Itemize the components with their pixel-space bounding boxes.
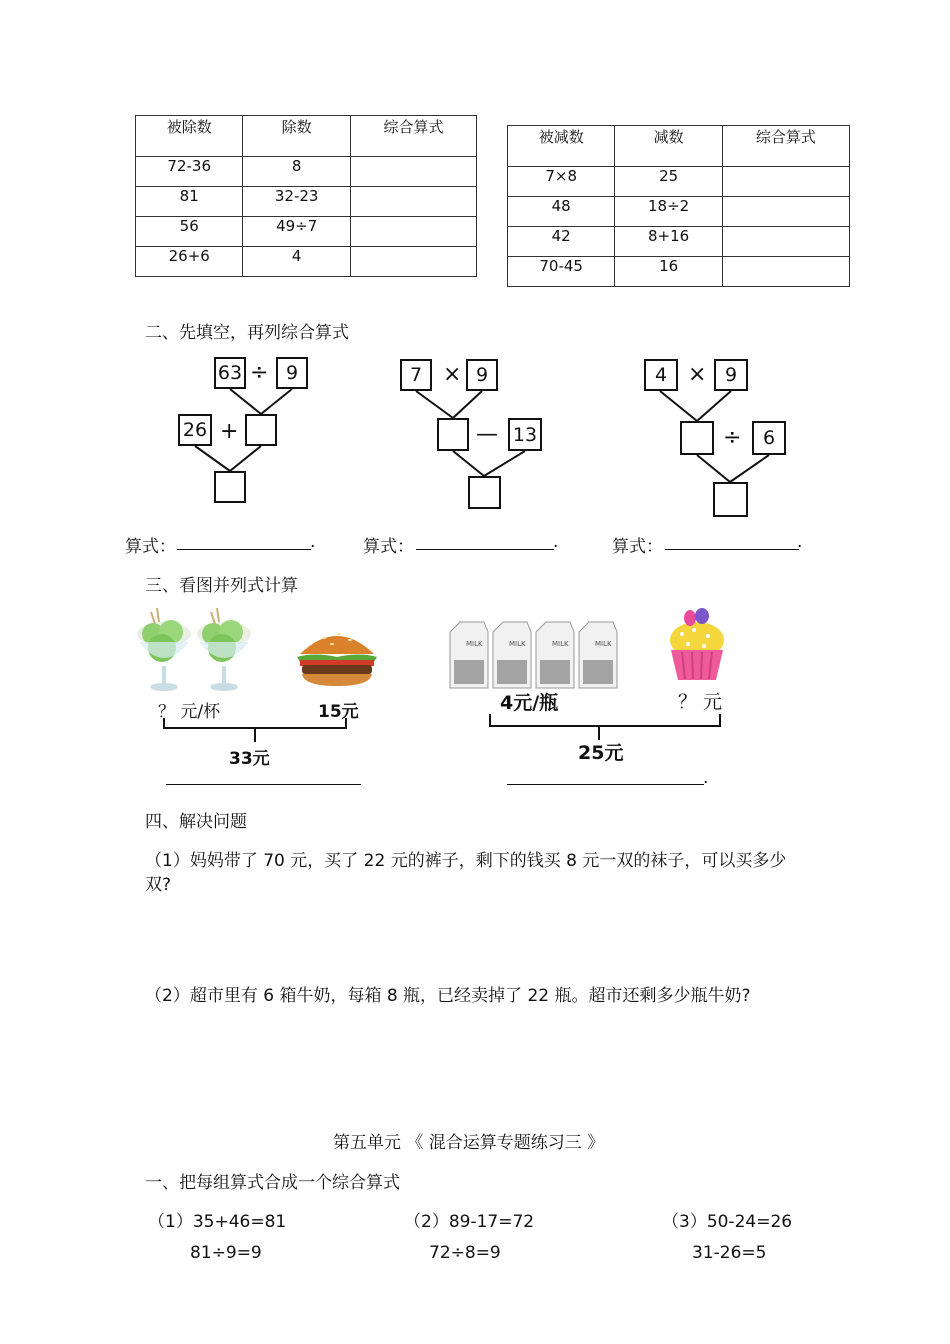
unit-title: 第五单元 《 混合运算专题练习三 》: [333, 1133, 605, 1153]
problem-1-line2: 双?: [145, 875, 172, 895]
milk-cartons-icon: [448, 620, 620, 690]
group1-line1: （1）35+46=81: [148, 1212, 287, 1232]
tree2-number-b: 9: [466, 359, 498, 391]
formula-answer-line-2[interactable]: [416, 549, 554, 550]
tree2-operator1: ×: [443, 362, 462, 387]
tree2-blank-box[interactable]: [437, 418, 469, 451]
formula-period-3: .: [797, 532, 803, 552]
milk-price: 4元/瓶: [500, 692, 559, 714]
tree1-operator1: ÷: [250, 360, 269, 385]
formula-period-1: .: [310, 532, 316, 552]
tree3-operator2: ÷: [723, 425, 742, 450]
milk-label: MILK: [552, 640, 569, 648]
cell: 18÷2: [615, 197, 722, 227]
tree1-result-box[interactable]: [214, 471, 246, 503]
header-minuend: 被减数: [508, 126, 615, 167]
tree2-number-c: 13: [508, 418, 542, 451]
cell: 4: [243, 247, 350, 277]
ice-cream-cup-icon: [193, 604, 255, 694]
group3-line2: 31-26=5: [692, 1243, 767, 1263]
tree1-operator2: +: [220, 419, 239, 444]
tree1-number-a: 63: [214, 357, 246, 389]
unit-section1-title: 一、把每组算式合成一个综合算式: [145, 1173, 400, 1193]
group1-line2: 81÷9=9: [190, 1243, 262, 1263]
cell: 8+16: [615, 227, 722, 257]
tree2-number-a: 7: [400, 359, 432, 391]
cell: 26+6: [136, 247, 243, 277]
right-total-price: 25元: [578, 742, 624, 764]
group2-line2: 72÷8=9: [429, 1243, 501, 1263]
header-expression: 综合算式: [722, 126, 849, 167]
burger-price: 15元: [318, 702, 359, 722]
tree1-number-b: 9: [276, 357, 308, 389]
tree3-number-a: 4: [644, 359, 678, 391]
cell: 56: [136, 217, 243, 247]
tree1-blank-box[interactable]: [245, 414, 277, 446]
milk-label: MILK: [509, 640, 526, 648]
cell: 70-45: [508, 257, 615, 287]
milk-label: MILK: [466, 640, 483, 648]
problem-1-line1: （1）妈妈带了 70 元，买了 22 元的裤子，剩下的钱买 8 元一双的袜子，可以买多少: [145, 851, 787, 871]
cell: 72-36: [136, 157, 243, 187]
ice-cream-cup-icon: [133, 604, 195, 694]
brace-left: [160, 716, 350, 746]
answer-line-right[interactable]: [507, 784, 704, 785]
left-total-price: 33元: [229, 749, 270, 769]
tree1-number-c: 26: [178, 414, 212, 446]
right-period: .: [703, 768, 709, 788]
section2-title: 二、先填空，再列综合算式: [145, 323, 349, 343]
cell: 8: [243, 157, 350, 187]
answer-line-left[interactable]: [166, 784, 361, 785]
group3-line1: （3）50-24=26: [662, 1212, 793, 1232]
ice-cream-price-question: ？ 元/杯: [158, 702, 221, 722]
cell: 48: [508, 197, 615, 227]
cell: 25: [615, 167, 722, 197]
formula-answer-line-3[interactable]: [665, 549, 799, 550]
cell: 32-23: [243, 187, 350, 217]
cell: 16: [615, 257, 722, 287]
formula-label-1: 算式：: [125, 537, 176, 557]
tree3-blank-box[interactable]: [680, 421, 714, 455]
cell: 7×8: [508, 167, 615, 197]
cell: 81: [136, 187, 243, 217]
formula-label-3: 算式：: [612, 537, 663, 557]
formula-answer-line-1[interactable]: [177, 549, 311, 550]
formula-period-2: .: [553, 532, 559, 552]
tree2-result-box[interactable]: [468, 476, 501, 509]
tree3-operator1: ×: [688, 362, 707, 387]
cupcake-icon: [666, 604, 728, 682]
section3-title: 三、看图并列式计算: [145, 576, 298, 596]
section4-title: 四、解决问题: [145, 812, 247, 832]
tree3-result-box[interactable]: [713, 482, 748, 517]
formula-label-2: 算式：: [363, 537, 414, 557]
header-dividend: 被除数: [136, 116, 243, 157]
cupcake-price-question: ？ 元: [678, 691, 723, 713]
cell: 49÷7: [243, 217, 350, 247]
tree2-operator2: —: [476, 422, 498, 447]
header-expression: 综合算式: [350, 116, 476, 157]
milk-label: MILK: [595, 640, 612, 648]
tree3-number-c: 6: [752, 421, 786, 455]
cell: 42: [508, 227, 615, 257]
hamburger-icon: [294, 624, 380, 690]
header-subtrahend: 减数: [615, 126, 722, 167]
problem-2: （2）超市里有 6 箱牛奶，每箱 8 瓶，已经卖掉了 22 瓶。超市还剩多少瓶牛奶?: [145, 986, 751, 1006]
header-divisor: 除数: [243, 116, 350, 157]
tree3-number-b: 9: [714, 359, 748, 391]
group2-line1: （2）89-17=72: [404, 1212, 535, 1232]
